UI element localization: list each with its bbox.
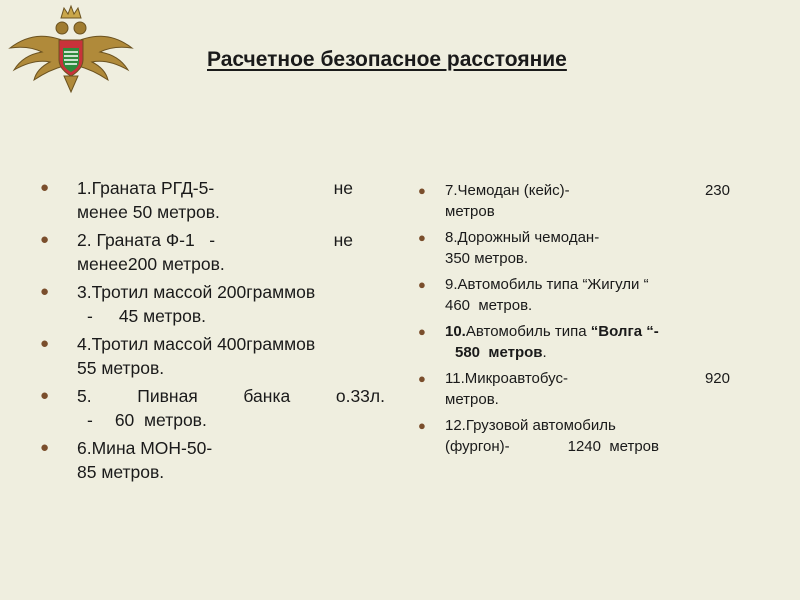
bullet-icon: ● <box>40 387 50 404</box>
eagle-emblem-icon <box>6 4 136 96</box>
bullet-icon: ● <box>418 418 426 433</box>
list-item: ● 1.Граната РГД-5- не менее 50 метров. <box>40 178 353 222</box>
bullet-icon: ● <box>418 324 426 339</box>
bullet-icon: ● <box>418 230 426 245</box>
slide-title: Расчетное безопасное расстояние <box>207 48 567 71</box>
bullet-icon: ● <box>40 335 50 352</box>
bullet-icon: ● <box>40 439 50 456</box>
list-item: ● 2. Граната Ф-1 - не менее200 метров. <box>40 230 353 274</box>
list-item: ● 12.Грузовой автомобиль (фургон)- 1240 метров <box>418 417 659 455</box>
right-distance-list <box>418 180 730 462</box>
list-item: ● 10. Автомобиль типа “Волга “- 580 метров . <box>418 323 659 361</box>
list-item: ● 11.Микроавтобус- 920 метров. <box>418 370 730 408</box>
bullet-icon: ● <box>418 371 426 386</box>
list-item: ● 3.Тротил массой 200граммов - 45 метров. <box>40 282 316 326</box>
list-item: ● 6.Мина МОН-50- 85 метров. <box>40 438 213 482</box>
bullet-icon: ● <box>40 179 50 196</box>
list-item: ● 7.Чемодан (кейс)- 230 метров <box>418 182 730 220</box>
list-item: ● 8.Дорожный чемодан- 350 метров. <box>418 229 600 267</box>
left-distance-list <box>40 176 385 488</box>
list-item: ● 5. Пивная банка о.33л. - 60 метров. <box>40 386 385 430</box>
bullet-icon: ● <box>418 277 426 292</box>
list-item: ● 9.Автомобиль типа “Жигули “ 460 метров. <box>418 276 649 314</box>
list-item: ● 4.Тротил массой 400граммов 55 метров. <box>40 334 316 378</box>
bullet-icon: ● <box>40 231 50 248</box>
bullet-icon: ● <box>418 183 426 198</box>
bullet-icon: ● <box>40 283 50 300</box>
